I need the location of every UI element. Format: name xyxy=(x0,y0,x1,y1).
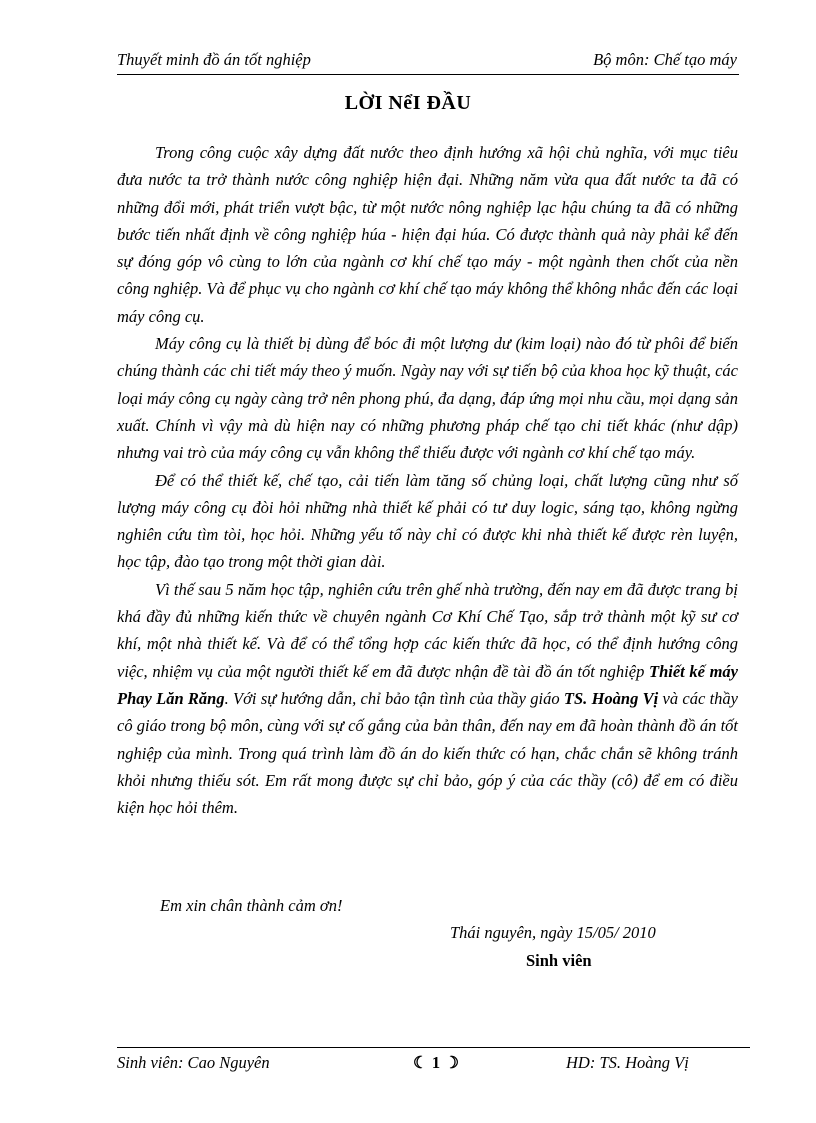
paragraph-4 xyxy=(117,576,738,822)
paragraph-1: Trong công cuộc xây dựng đất nước theo định hướng xã hội chủ nghĩa, với mục tiêu đưa nước ta trở thành nước công nghiệp hiện đại. Những năm vừa qua đất nước ta đã có những đổi mới, phát triển vượt bậc, từ một nước nông nghiệp lạc hậu chúng ta đã có những bước tiến nhất định về công nghiệp húa - hiện đại húa. Có được thành quả này phải kể đến sự đóng góp vô cùng to lớn của ngành cơ khí chế tạo máy - một ngành then chốt của nền công nghiệp. Và để phục vụ cho ngành cơ khí chế tạo máy không thể không nhắc đến các loại máy công cụ. xyxy=(117,143,738,326)
paragraph-4-part-a: Vì thế sau 5 năm học tập, nghiên cứu trên ghế nhà trường, đến nay em đã được trang bị khá đầy đủ những kiến thức về chuyên ngành Cơ Khí Chế Tạo, sắp trở thành một kỹ sư cơ khí, một nhà thiết kế. Và để có thể tổng hợp các kiến thức đã học, có thể định hướng công việc, nhiệm vụ của một người thiết kế em đã được nhận đề tài đồ án tốt nghiệp xyxy=(117,579,738,681)
signer-label: Sinh viên xyxy=(526,951,592,970)
paragraph-3: Để có thể thiết kế, chế tạo, cải tiến làm tăng số chủng loại, chất lượng cũng như số lượng máy công cụ đòi hỏi những nhà thiết kế phải có tư duy logic, sáng tạo, không ngừng nghiên cứu tìm tòi, học hỏi. Những yếu tố này chỉ có được khi nhà thiết kế được rèn luyện, học tập, đào tạo trong một thời gian dài. xyxy=(117,470,738,572)
page-number: ☾ 1 ☽ xyxy=(413,1053,460,1072)
page-title: LỜI NểI ĐẦU xyxy=(344,92,472,114)
advisor-name: TS. Hoàng Vị xyxy=(563,688,659,708)
thesis-topic: Thiết kế máy Phay Lăn Răng xyxy=(117,661,738,708)
footer-advisor: HD: TS. Hoàng Vị xyxy=(566,1053,689,1072)
paragraph-4-part-b: . Với sự hướng dẫn, chỉ bảo tận tình của thầy giáo xyxy=(224,688,564,708)
page-header xyxy=(117,48,739,75)
preface-body xyxy=(117,139,738,821)
closing-thanks: Em xin chân thành cảm ơn! xyxy=(160,896,343,915)
paragraph-4-part-c: và các thầy cô giáo trong bộ môn, cùng với sự cố gắng của bản thân, đến nay em đã hoàn thành đồ án tốt nghiệp của mình. Trong quá trình làm đồ án do kiến thức có hạn, chắc chắn sẽ không tránh khỏi nhưng thiếu sót. Em rất mong được sự chỉ bảo, góp ý của các thầy (cô) để em có điều kiện học hỏi thêm. xyxy=(117,688,738,818)
header-department: Bộ môn: Chế tạo máy xyxy=(593,50,737,69)
footer-student: Sinh viên: Cao Nguyên xyxy=(117,1053,270,1072)
paragraph-2: Máy công cụ là thiết bị dùng để bóc đi một lượng dư (kim loại) nào đó từ phôi để biến chúng thành các chi tiết máy theo ý muốn. Ngày nay với sự tiến bộ của khoa học kỹ thuật, các loại máy công cụ ngày càng trở nên phong phú, đa dạng, đáp ứng mọi nhu cầu, mọi dạng sản xuất. Chính vì vậy mà dù hiện nay có những phương pháp chế tạo chi tiết khác (như dập) nhưng vai trò của máy công cụ vẫn không thể thiếu được với ngành cơ khí chế tạo máy. xyxy=(117,334,738,463)
header-document-title: Thuyết minh đồ án tốt nghiệp xyxy=(117,50,311,69)
footer-divider xyxy=(117,1047,750,1048)
place-date: Thái nguyên, ngày 15/05/ 2010 xyxy=(450,923,656,942)
